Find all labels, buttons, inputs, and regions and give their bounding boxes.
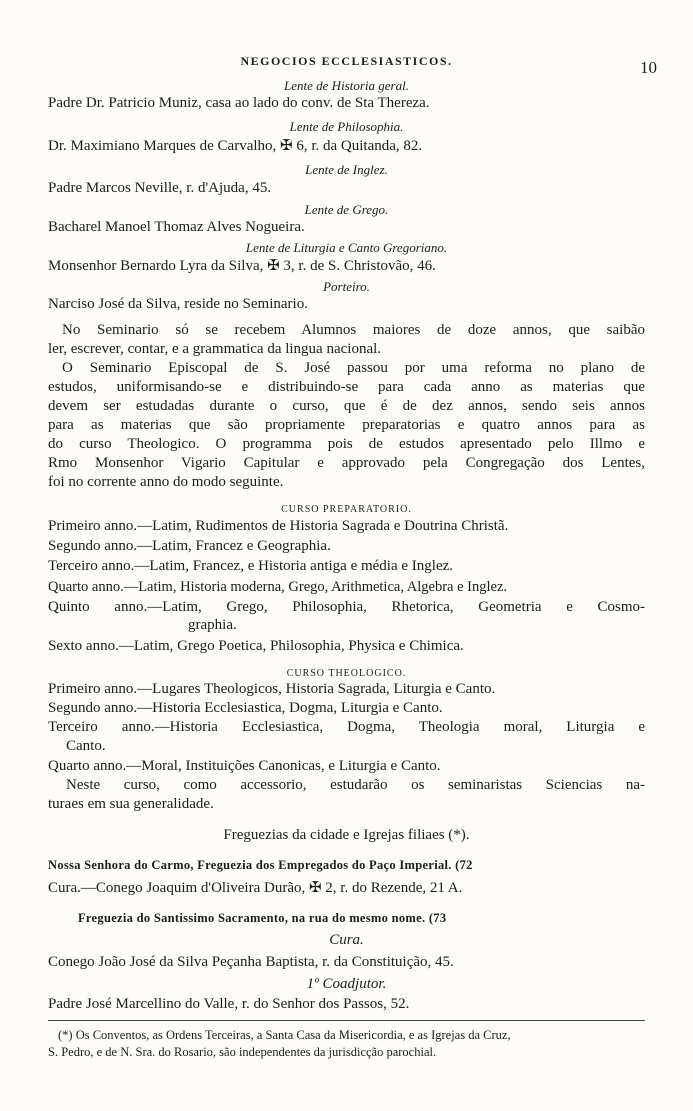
paragraph-line: Neste curso, como accessorio, estudarão os seminaristas Sciencias na- xyxy=(66,777,645,793)
section-heading: Porteiro. xyxy=(323,279,370,294)
course-year: Primeiro anno.—Latim, Rudimentos de Historia Sagrada e Doutrina Christã. xyxy=(48,518,509,534)
course-year: Quarto anno.—Moral, Instituições Canonicas, e Liturgia e Canto. xyxy=(48,758,441,774)
footnote-line: S. Pedro, e de N. Sra. do Rosario, são independentes da jurisdicção parochial. xyxy=(48,1045,437,1059)
course-year: Quinto anno.—Latim, Grego, Philosophia, Rhetorica, Geometria e Cosmo- xyxy=(48,599,645,615)
paragraph-line: Rmo Monsenhor Vigario Capitular e approvado pela Congregação dos Lentes, xyxy=(48,455,645,471)
paragraph-line: estudos, uniformisando-se e distribuindo-se para cada anno as materias que xyxy=(48,379,645,395)
text-line: Cura.—Conego Joaquim d'Oliveira Durão, ✠ 2, r. do Rezende, 21 A. xyxy=(48,880,463,896)
text-line: Narciso José da Silva, reside no Seminario. xyxy=(48,296,308,312)
parish-section-title: Freguezias da cidade e Igrejas filiaes (*). xyxy=(223,827,470,843)
text-line: Dr. Maximiano Marques de Carvalho, ✠ 6, r. da Quitanda, 82. xyxy=(48,138,423,154)
course-year: Segundo anno.—Latim, Francez e Geographia. xyxy=(48,538,331,554)
text-line: Bacharel Manoel Thomaz Alves Nogueira. xyxy=(48,219,305,235)
course-year: Sexto anno.—Latim, Grego Poetica, Philosophia, Physica e Chimica. xyxy=(48,638,464,654)
text-line: Padre Dr. Patricio Muniz, casa ao lado do conv. de Sta Thereza. xyxy=(48,95,430,111)
course-year: Primeiro anno.—Lugares Theologicos, Historia Sagrada, Liturgia e Canto. xyxy=(48,681,496,697)
parish-heading: Nossa Senhora do Carmo, Freguezia dos Empregados do Paço Imperial. (72 xyxy=(48,858,473,872)
course-year: Canto. xyxy=(66,738,106,754)
text-line: Conego João José da Silva Peçanha Baptista, r. da Constituição, 45. xyxy=(48,954,454,970)
footnote-rule xyxy=(48,1020,645,1021)
paragraph-line: No Seminario só se recebem Alumnos maiores de doze annos, que saibão xyxy=(62,322,645,338)
paragraph-line: devem ser estudadas durante o curso, que é de dez annos, sendo seis annos xyxy=(48,398,645,414)
section-heading: Cura. xyxy=(329,932,364,948)
paragraph-line: do curso Theologico. O programma pois de estudos apresentado pelo Illmo e xyxy=(48,436,645,452)
paragraph-line: para as materias que são propriamente preparatorias e quatro annos para as xyxy=(48,417,645,433)
paragraph-line: O Seminario Episcopal de S. José passou por uma reforma no plano de xyxy=(62,360,645,376)
course-year: graphia. xyxy=(188,617,237,633)
section-heading: Lente de Historia geral. xyxy=(284,78,409,93)
parish-heading: Freguezia do Santissimo Sacramento, na rua do mesmo nome. (73 xyxy=(78,911,447,925)
section-heading: Lente de Liturgia e Canto Gregoriano. xyxy=(245,240,448,255)
section-heading: 1º Coadjutor. xyxy=(306,976,387,992)
course-year: Terceiro anno.—Historia Ecclesiastica, Dogma, Theologia moral, Liturgia e xyxy=(48,719,645,735)
footnote-line: (*) Os Conventos, as Ordens Terceiras, a Santa Casa da Misericordia, e as Igrejas da Cruz, xyxy=(58,1028,511,1042)
paragraph-line: ler, escrever, contar, e a grammatica da lingua nacional. xyxy=(48,341,382,357)
course-year: Quarto anno.—Latim, Historia moderna, Grego, Arithmetica, Algebra e Inglez. xyxy=(48,579,508,595)
course-heading: CURSO THEOLOGICO. xyxy=(286,668,407,679)
paragraph-line: turaes em sua generalidade. xyxy=(48,796,214,812)
course-year: Segundo anno.—Historia Ecclesiastica, Dogma, Liturgia e Canto. xyxy=(48,700,443,716)
section-heading: Lente de Philosophia. xyxy=(289,119,404,134)
text-line: Padre José Marcellino do Valle, r. do Senhor dos Passos, 52. xyxy=(48,996,410,1012)
paragraph-line: foi no corrente anno do modo seguinte. xyxy=(48,474,284,490)
text-line: Monsenhor Bernardo Lyra da Silva, ✠ 3, r. de S. Christovão, 46. xyxy=(48,258,436,274)
section-heading: Lente de Grego. xyxy=(304,202,389,217)
page-number: 10 xyxy=(640,58,657,77)
course-heading: CURSO PREPARATORIO. xyxy=(281,504,412,515)
running-title: NEGOCIOS ECCLESIASTICOS. xyxy=(240,54,453,68)
text-line: Padre Marcos Neville, r. d'Ajuda, 45. xyxy=(48,180,272,196)
section-heading: Lente de Inglez. xyxy=(305,162,388,177)
course-year: Terceiro anno.—Latim, Francez, e Historia antiga e média e Inglez. xyxy=(48,558,454,574)
